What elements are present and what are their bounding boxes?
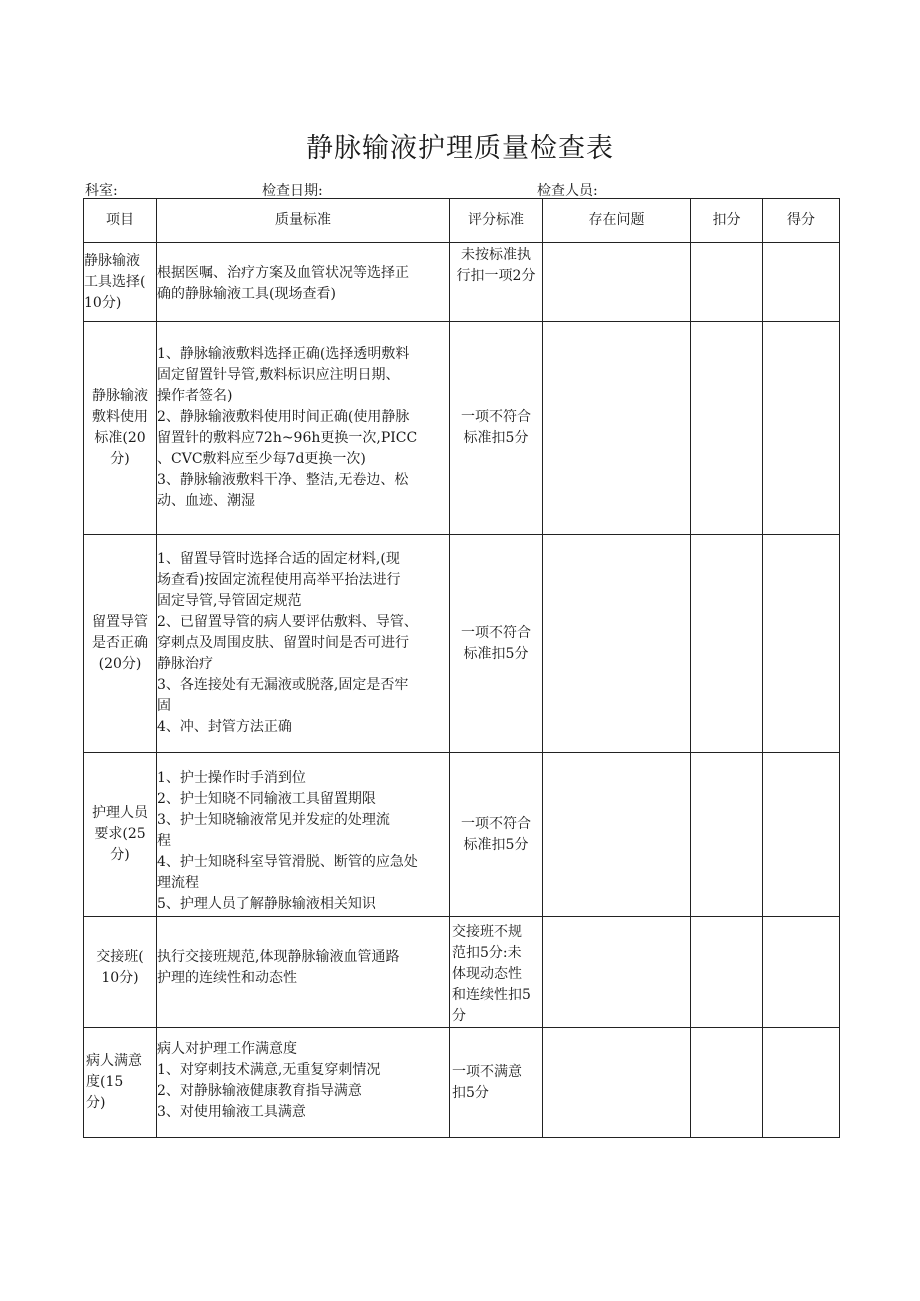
standard-cell: 根据医嘱、治疗方案及血管状况等选择正 确的静脉输液工具(现场查看) — [157, 243, 450, 322]
deduction-cell[interactable] — [691, 243, 763, 322]
standard-cell: 病人对护理工作满意度 1、对穿刺技术满意,无重复穿刺情况 2、对静脉输液健康教育指导满意 3、对使用输液工具满意 — [157, 1028, 450, 1138]
table-row — [84, 322, 840, 535]
score-cell[interactable] — [763, 322, 840, 535]
header-deduction: 扣分 — [691, 199, 763, 243]
score-cell[interactable] — [763, 1028, 840, 1138]
score-rule-cell: 一项不符合 标准扣5分 — [450, 535, 543, 753]
problem-cell[interactable] — [543, 243, 691, 322]
inspection-date-label: 检查日期: — [262, 183, 323, 199]
score-cell[interactable] — [763, 535, 840, 753]
inspection-table — [83, 198, 840, 1138]
table-row — [84, 535, 840, 753]
score-cell[interactable] — [763, 917, 840, 1028]
table-row — [84, 753, 840, 917]
problem-cell[interactable] — [543, 1028, 691, 1138]
score-rule-cell: 一项不符合 标准扣5分 — [450, 753, 543, 917]
deduction-cell[interactable] — [691, 917, 763, 1028]
score-cell[interactable] — [763, 243, 840, 322]
score-rule-cell: 一项不符合 标准扣5分 — [450, 322, 543, 535]
header-existing-problems: 存在问题 — [543, 199, 691, 243]
standard-cell: 执行交接班规范,体现静脉输液血管通路 护理的连续性和动态性 — [157, 917, 450, 1028]
item-cell: 静脉输液 工具选择( 10分) — [84, 243, 157, 322]
problem-cell[interactable] — [543, 322, 691, 535]
page-title: 静脉输液护理质量检查表 — [306, 133, 614, 164]
standard-cell: 1、留置导管时选择合适的固定材料,(现 场查看)按固定流程使用高举平抬法进行 固定导管,导管固定规范 2、已留置导管的病人要评估敷料、导管、 穿刺点及周围皮肤、留置时间是否可进行 静脉治疗 3、各连接处有无漏液或脱落,固定是否牢 固 4、冲、封管方法正确 — [157, 535, 450, 753]
problem-cell[interactable] — [543, 535, 691, 753]
deduction-cell[interactable] — [691, 1028, 763, 1138]
table-row — [84, 243, 840, 322]
table-row — [84, 1028, 840, 1138]
problem-cell[interactable] — [543, 753, 691, 917]
standard-cell: 1、静脉输液敷料选择正确(选择透明敷料 固定留置针导管,敷料标识应注明日期、 操作者签名) 2、静脉输液敷料使用时间正确(使用静脉 留置针的敷料应72h~96h更换一次,PICC 、CVC敷料应至少每7d更换一次) 3、静脉输液敷料干净、整洁,无卷边、松 动、血迹、潮湿 — [157, 322, 450, 535]
inspector-label: 检查人员: — [537, 183, 598, 199]
header-quality-standard: 质量标准 — [157, 199, 450, 243]
item-cell: 留置导管 是否正确 (20分) — [84, 535, 157, 753]
score-rule-cell: 交接班不规 范扣5分:未 体现动态性 和连续性扣5 分 — [450, 917, 543, 1028]
header-row — [84, 199, 840, 243]
standard-cell: 1、护士操作时手消到位 2、护士知晓不同输液工具留置期限 3、护士知晓输液常见并发症的处理流 程 4、护士知晓科室导管滑脱、断管的应急处 理流程 5、护理人员了解静脉输液相关知识 — [157, 753, 450, 917]
table-row — [84, 917, 840, 1028]
header-scoring-standard: 评分标准 — [450, 199, 543, 243]
item-cell: 病人满意 度(15 分) — [84, 1028, 157, 1138]
deduction-cell[interactable] — [691, 535, 763, 753]
item-cell: 护理人员 要求(25 分) — [84, 753, 157, 917]
score-cell[interactable] — [763, 753, 840, 917]
score-rule-cell: 一项不满意 扣5分 — [450, 1028, 543, 1138]
problem-cell[interactable] — [543, 917, 691, 1028]
item-cell: 交接班( 10分) — [84, 917, 157, 1028]
score-rule-cell: 未按标准执 行扣一项2分 — [450, 243, 543, 322]
item-cell: 静脉输液 敷料使用 标准(20 分) — [84, 322, 157, 535]
department-label: 科室: — [85, 183, 118, 199]
header-score: 得分 — [763, 199, 840, 243]
deduction-cell[interactable] — [691, 753, 763, 917]
header-item: 项目 — [84, 199, 157, 243]
deduction-cell[interactable] — [691, 322, 763, 535]
